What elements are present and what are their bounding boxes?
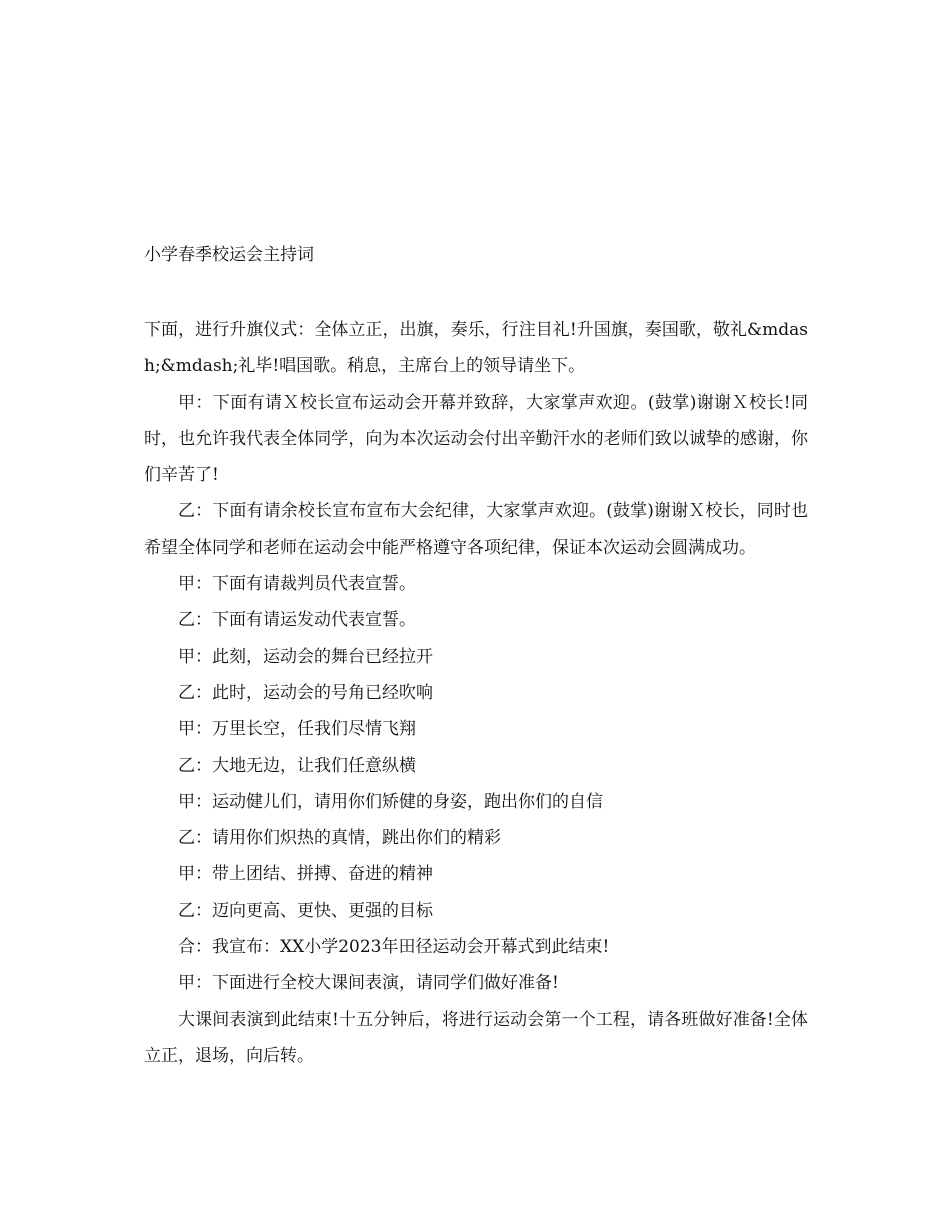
- paragraph-athletes-run: 甲：运动健儿们，请用你们矫健的身姿，跑出你们的自信: [178, 791, 603, 812]
- paragraph-break-exercise: 甲：下面进行全校大课间表演，请同学们做好准备!: [178, 973, 559, 994]
- paragraph-sky: 甲：万里长空，任我们尽情飞翔: [178, 719, 416, 740]
- paragraph-referee-oath: 甲：下面有请裁判员代表宣誓。: [178, 574, 416, 595]
- paragraph-flag-raising: 下面，进行升旗仪式：全体立正，出旗，奏乐，行注目礼!升国旗，奏国歌，敬礼&mdash;&mdash;礼毕!唱国歌。稍息，主席台上的领导请坐下。: [144, 320, 808, 377]
- paragraph-dismissal: 大课间表演到此结束!十五分钟后，将进行运动会第一个工程，请各班做好准备!全体立正，退场，向后转。: [144, 1009, 808, 1066]
- paragraph-earth: 乙：大地无边，让我们任意纵横: [178, 755, 416, 776]
- paragraph-closing-declaration: 合：我宣布：XX小学2023年田径运动会开幕式到此结束!: [178, 937, 610, 958]
- document-body: [144, 312, 808, 1074]
- paragraph-jump: 乙：请用你们炽热的真情，跳出你们的精彩: [178, 828, 501, 849]
- paragraph-principal-opening: 甲：下面有请Ｘ校长宣布运动会开幕并致辞，大家掌声欢迎。(鼓掌)谢谢Ｘ校长!同时，也允许我代表全体同学，向为本次运动会付出辛勤汗水的老师们致以诚挚的感谢，你们辛苦了!: [144, 392, 808, 486]
- document-title: 小学春季校运会主持词: [144, 245, 314, 265]
- paragraph-athlete-oath: 乙：下面有请运发动代表宣誓。: [178, 610, 416, 631]
- paragraph-discipline: 乙：下面有请余校长宣布宣布大会纪律，大家掌声欢迎。(鼓掌)谢谢Ｘ校长，同时也希望全体同学和老师在运动会中能严格遵守各项纪律，保证本次运动会圆满成功。: [144, 501, 808, 558]
- paragraph-spirit: 甲：带上团结、拼搏、奋进的精神: [178, 864, 433, 885]
- paragraph-horn-sound: 乙：此时，运动会的号角已经吹响: [178, 682, 433, 703]
- paragraph-goal: 乙：迈向更高、更快、更强的目标: [178, 900, 433, 921]
- paragraph-stage-open: 甲：此刻，运动会的舞台已经拉开: [178, 646, 433, 667]
